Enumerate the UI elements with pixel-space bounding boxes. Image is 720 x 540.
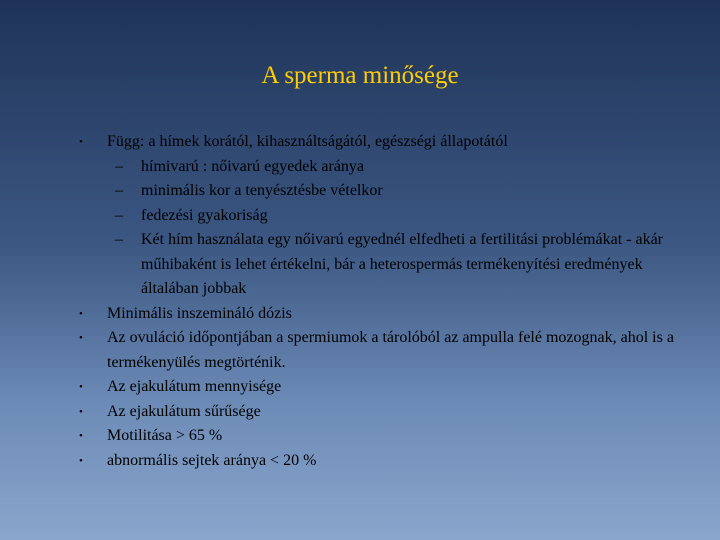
list-item: [75, 424, 695, 449]
list-item-text: abnormális sejtek aránya < 20 %: [107, 451, 317, 469]
sub-list-item: [75, 204, 695, 229]
list-item: [75, 375, 695, 400]
sub-list-item-text: fedezési gyakoriság: [141, 206, 268, 224]
dash-icon: –: [115, 182, 123, 199]
list-item-text: Az ovuláció időpontjában a spermiumok a tárolóból az ampulla felé mozognak, ahol is a termékenyülés megtörténik.: [107, 329, 674, 371]
list-item: [75, 302, 695, 327]
list-item: [75, 130, 695, 155]
sub-list-item: [75, 228, 695, 302]
bullet-icon: •: [79, 430, 83, 442]
bullet-list: [75, 130, 695, 473]
sub-list-item-text: Két hím használata egy nőivarú egyednél elfedheti a fertilitási problémákat - akár műhibaként is lehet értékelni, bár a heterospermás termékenyítési eredmények általában jobbak: [141, 231, 663, 297]
list-item-text: Minimális inszemináló dózis: [107, 304, 292, 322]
list-item: [75, 326, 695, 375]
dash-icon: –: [115, 206, 123, 224]
list-item-text: Az ejakulátum mennyisége: [107, 378, 282, 395]
slide-title: A sperma minősége: [261, 62, 459, 89]
list-item: [75, 449, 695, 474]
bullet-icon: •: [79, 381, 83, 393]
sub-list-item: [75, 155, 695, 180]
bullet-icon: •: [79, 454, 83, 467]
bullet-icon: •: [79, 405, 83, 418]
sub-list-item-text: hímivarú : nőivarú egyedek aránya: [141, 157, 365, 175]
list-item-text: Függ: a hímek korától, kihasználtságától, egészségi állapotától: [107, 133, 508, 150]
bullet-icon: •: [79, 307, 83, 320]
dash-icon: –: [115, 231, 123, 248]
bullet-icon: •: [79, 136, 83, 148]
list-item: [75, 400, 695, 425]
dash-icon: –: [115, 157, 123, 175]
bullet-icon: •: [79, 332, 83, 344]
sub-list-item-text: minimális kor a tenyésztésbe vételkor: [141, 182, 383, 199]
sub-list-item: [75, 179, 695, 204]
list-item-text: Motilitása > 65 %: [107, 427, 223, 444]
list-item-text: Az ejakulátum sűrűsége: [107, 402, 261, 420]
